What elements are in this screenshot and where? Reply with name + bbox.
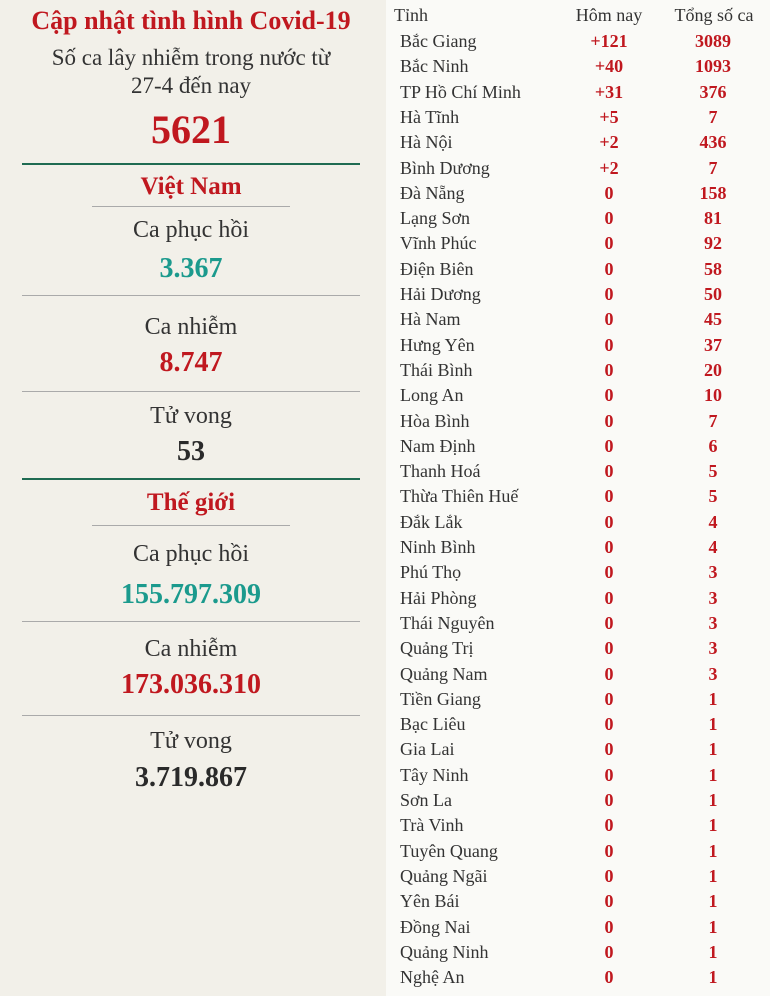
divider bbox=[22, 391, 360, 392]
world-recovered-label: Ca phục hồi bbox=[133, 541, 249, 567]
total-count: 37 bbox=[704, 334, 722, 355]
column-header-total: Tổng số ca bbox=[674, 5, 754, 25]
total-count: 1 bbox=[708, 790, 718, 810]
total-count: 1093 bbox=[695, 56, 731, 77]
province-name: Gia Lai bbox=[400, 739, 455, 760]
table-row bbox=[386, 206, 770, 231]
divider bbox=[92, 525, 290, 526]
divider bbox=[22, 163, 360, 165]
total-count: 45 bbox=[704, 309, 722, 330]
today-count: 0 bbox=[604, 562, 614, 583]
today-count: 0 bbox=[604, 764, 614, 785]
world-heading: Thế giới bbox=[146, 489, 236, 516]
table-row bbox=[386, 662, 770, 687]
province-name: Thái Bình bbox=[400, 359, 473, 380]
divider bbox=[22, 621, 360, 622]
world-cases-value: 173.036.310 bbox=[121, 669, 261, 700]
total-count: 3 bbox=[708, 612, 718, 633]
today-count: 0 bbox=[604, 537, 614, 557]
today-count: 0 bbox=[604, 638, 614, 659]
today-count: 0 bbox=[604, 941, 614, 962]
domestic-subtitle-line1: Số ca lây nhiễm trong nước từ bbox=[51, 45, 331, 70]
today-count: 0 bbox=[604, 511, 614, 532]
province-name: Thái Nguyên bbox=[400, 612, 495, 633]
divider bbox=[22, 715, 360, 716]
table-row bbox=[386, 80, 770, 105]
table-row bbox=[386, 181, 770, 206]
today-count: 0 bbox=[604, 410, 614, 431]
province-table bbox=[386, 0, 770, 996]
today-count: +40 bbox=[594, 56, 624, 77]
table-row bbox=[386, 257, 770, 282]
today-count: 0 bbox=[604, 865, 614, 886]
table-row bbox=[386, 889, 770, 914]
table-row bbox=[386, 687, 770, 712]
province-name: Ninh Bình bbox=[400, 537, 476, 557]
world-deaths-label: Tử vong bbox=[150, 728, 232, 754]
table-row bbox=[386, 586, 770, 611]
table-row bbox=[386, 864, 770, 889]
today-count: 0 bbox=[604, 612, 614, 633]
vietnam-recovered-value: 3.367 bbox=[159, 253, 223, 284]
total-count: 1 bbox=[708, 941, 718, 962]
province-name: Phú Thọ bbox=[400, 562, 462, 583]
province-name: Hòa Bình bbox=[400, 410, 470, 431]
total-count: 7 bbox=[708, 157, 718, 178]
total-count: 3 bbox=[708, 562, 718, 583]
province-name: TP Hồ Chí Minh bbox=[400, 81, 521, 102]
province-name: Hà Tĩnh bbox=[400, 106, 460, 127]
today-count: +2 bbox=[599, 132, 619, 153]
today-count: 0 bbox=[604, 359, 614, 380]
province-name: Sơn La bbox=[400, 790, 453, 810]
today-count: 0 bbox=[604, 461, 614, 482]
today-count: +5 bbox=[599, 106, 619, 127]
table-row bbox=[386, 307, 770, 332]
domestic-total: 5621 bbox=[151, 107, 231, 152]
table-row bbox=[386, 636, 770, 661]
total-count: 7 bbox=[708, 410, 718, 431]
province-name: Điện Biên bbox=[400, 258, 474, 279]
table-row bbox=[386, 130, 770, 155]
domestic-subtitle bbox=[22, 44, 360, 100]
total-count: 5 bbox=[708, 486, 718, 507]
table-row bbox=[386, 763, 770, 788]
total-count: 58 bbox=[704, 258, 722, 279]
vietnam-deaths-value: 53 bbox=[177, 436, 205, 467]
today-count: 0 bbox=[604, 233, 614, 254]
today-count: 0 bbox=[604, 815, 614, 836]
world-cases-label: Ca nhiễm bbox=[144, 636, 238, 662]
table-row bbox=[386, 788, 770, 813]
today-count: 0 bbox=[604, 688, 614, 709]
column-header-today: Hôm nay bbox=[575, 5, 643, 25]
table-row bbox=[386, 737, 770, 762]
table-row bbox=[386, 231, 770, 256]
province-name: Bình Dương bbox=[400, 157, 490, 178]
total-count: 1 bbox=[708, 739, 718, 760]
province-name: Đắk Lắk bbox=[400, 511, 463, 532]
province-name: Nam Định bbox=[400, 435, 476, 456]
province-name: Thừa Thiên Huế bbox=[400, 486, 519, 507]
province-name: Vĩnh Phúc bbox=[400, 233, 477, 254]
province-name: Quảng Ninh bbox=[400, 941, 489, 962]
today-count: +31 bbox=[594, 81, 624, 102]
table-row bbox=[386, 712, 770, 737]
today-count: 0 bbox=[604, 385, 614, 406]
province-name: Đồng Nai bbox=[400, 916, 471, 937]
table-row bbox=[386, 940, 770, 965]
total-count: 4 bbox=[708, 511, 718, 532]
province-name: Hưng Yên bbox=[400, 334, 475, 355]
total-count: 7 bbox=[708, 106, 718, 127]
province-name: Tiền Giang bbox=[400, 688, 481, 709]
divider bbox=[92, 206, 290, 207]
province-name: Hà Nam bbox=[400, 309, 461, 330]
total-count: 1 bbox=[708, 916, 718, 937]
total-count: 436 bbox=[699, 132, 727, 153]
total-count: 50 bbox=[704, 284, 722, 304]
table-row bbox=[386, 383, 770, 408]
total-count: 5 bbox=[708, 461, 718, 482]
page-title: Cập nhật tình hình Covid-19 bbox=[31, 6, 351, 35]
today-count: 0 bbox=[604, 208, 614, 229]
table-row bbox=[386, 839, 770, 864]
today-count: 0 bbox=[604, 714, 614, 735]
today-count: 0 bbox=[604, 967, 614, 988]
today-count: 0 bbox=[604, 486, 614, 507]
province-name: Quảng Trị bbox=[400, 638, 474, 659]
today-count: 0 bbox=[604, 284, 614, 304]
today-count: 0 bbox=[604, 916, 614, 937]
province-name: Long An bbox=[400, 385, 464, 406]
table-row bbox=[386, 459, 770, 484]
province-name: Bắc Ninh bbox=[400, 56, 469, 77]
province-name: Hải Dương bbox=[400, 284, 481, 304]
table-row bbox=[386, 358, 770, 383]
province-name: Đà Nẵng bbox=[400, 182, 465, 203]
province-name: Yên Bái bbox=[400, 891, 460, 912]
total-count: 20 bbox=[704, 359, 722, 380]
table-row bbox=[386, 409, 770, 434]
province-name: Trà Vinh bbox=[400, 815, 464, 836]
total-count: 1 bbox=[708, 815, 718, 836]
table-row bbox=[386, 484, 770, 509]
total-count: 1 bbox=[708, 688, 718, 709]
total-count: 376 bbox=[699, 81, 727, 102]
province-name: Hà Nội bbox=[400, 132, 453, 153]
table-row bbox=[386, 105, 770, 130]
total-count: 1 bbox=[708, 840, 718, 861]
today-count: 0 bbox=[604, 663, 614, 684]
table-row bbox=[386, 965, 770, 990]
table-row bbox=[386, 54, 770, 79]
summary-panel bbox=[22, 0, 360, 996]
today-count: 0 bbox=[604, 587, 614, 608]
table-row bbox=[386, 611, 770, 636]
column-header-province: Tỉnh bbox=[394, 5, 428, 25]
table-row bbox=[386, 29, 770, 54]
province-name: Lạng Sơn bbox=[400, 208, 471, 229]
province-name: Quảng Ngãi bbox=[400, 865, 488, 886]
province-name: Bạc Liêu bbox=[400, 714, 466, 735]
table-row bbox=[386, 282, 770, 307]
total-count: 1 bbox=[708, 764, 718, 785]
divider bbox=[22, 478, 360, 480]
today-count: 0 bbox=[604, 182, 614, 203]
today-count: +2 bbox=[599, 157, 619, 178]
today-count: 0 bbox=[604, 891, 614, 912]
total-count: 158 bbox=[699, 182, 727, 203]
today-count: 0 bbox=[604, 840, 614, 861]
total-count: 1 bbox=[708, 967, 718, 988]
total-count: 1 bbox=[708, 891, 718, 912]
divider bbox=[22, 295, 360, 296]
total-count: 6 bbox=[708, 435, 718, 456]
today-count: 0 bbox=[604, 334, 614, 355]
today-count: +121 bbox=[590, 31, 628, 51]
total-count: 3 bbox=[708, 663, 718, 684]
today-count: 0 bbox=[604, 435, 614, 456]
table-row bbox=[386, 333, 770, 358]
total-count: 92 bbox=[704, 233, 722, 254]
vietnam-cases-value: 8.747 bbox=[159, 347, 223, 378]
table-row bbox=[386, 915, 770, 940]
total-count: 3 bbox=[708, 587, 718, 608]
province-name: Quảng Nam bbox=[400, 663, 488, 684]
province-name: Bắc Giang bbox=[400, 31, 477, 51]
total-count: 3089 bbox=[695, 31, 731, 51]
province-name: Nghệ An bbox=[400, 967, 465, 988]
world-deaths-value: 3.719.867 bbox=[135, 762, 247, 793]
vietnam-heading: Việt Nam bbox=[140, 173, 242, 200]
total-count: 81 bbox=[704, 208, 722, 229]
table-row bbox=[386, 510, 770, 535]
vietnam-deaths-label: Tử vong bbox=[150, 403, 232, 429]
today-count: 0 bbox=[604, 258, 614, 279]
province-name: Tây Ninh bbox=[400, 764, 469, 785]
total-count: 10 bbox=[704, 385, 722, 406]
world-recovered-value: 155.797.309 bbox=[121, 579, 261, 610]
today-count: 0 bbox=[604, 739, 614, 760]
table-row bbox=[386, 535, 770, 560]
province-name: Tuyên Quang bbox=[400, 840, 498, 861]
today-count: 0 bbox=[604, 790, 614, 810]
today-count: 0 bbox=[604, 309, 614, 330]
total-count: 1 bbox=[708, 714, 718, 735]
total-count: 3 bbox=[708, 638, 718, 659]
vietnam-cases-label: Ca nhiễm bbox=[144, 314, 238, 340]
domestic-subtitle-line2: 27-4 đến nay bbox=[130, 73, 252, 98]
table-row bbox=[386, 560, 770, 585]
total-count: 1 bbox=[708, 865, 718, 886]
table-row bbox=[386, 813, 770, 838]
province-name: Hải Phòng bbox=[400, 587, 477, 608]
province-name: Thanh Hoá bbox=[400, 461, 481, 482]
vietnam-recovered-label: Ca phục hồi bbox=[133, 217, 249, 243]
total-count: 4 bbox=[708, 537, 718, 557]
table-row bbox=[386, 156, 770, 181]
table-row bbox=[386, 434, 770, 459]
